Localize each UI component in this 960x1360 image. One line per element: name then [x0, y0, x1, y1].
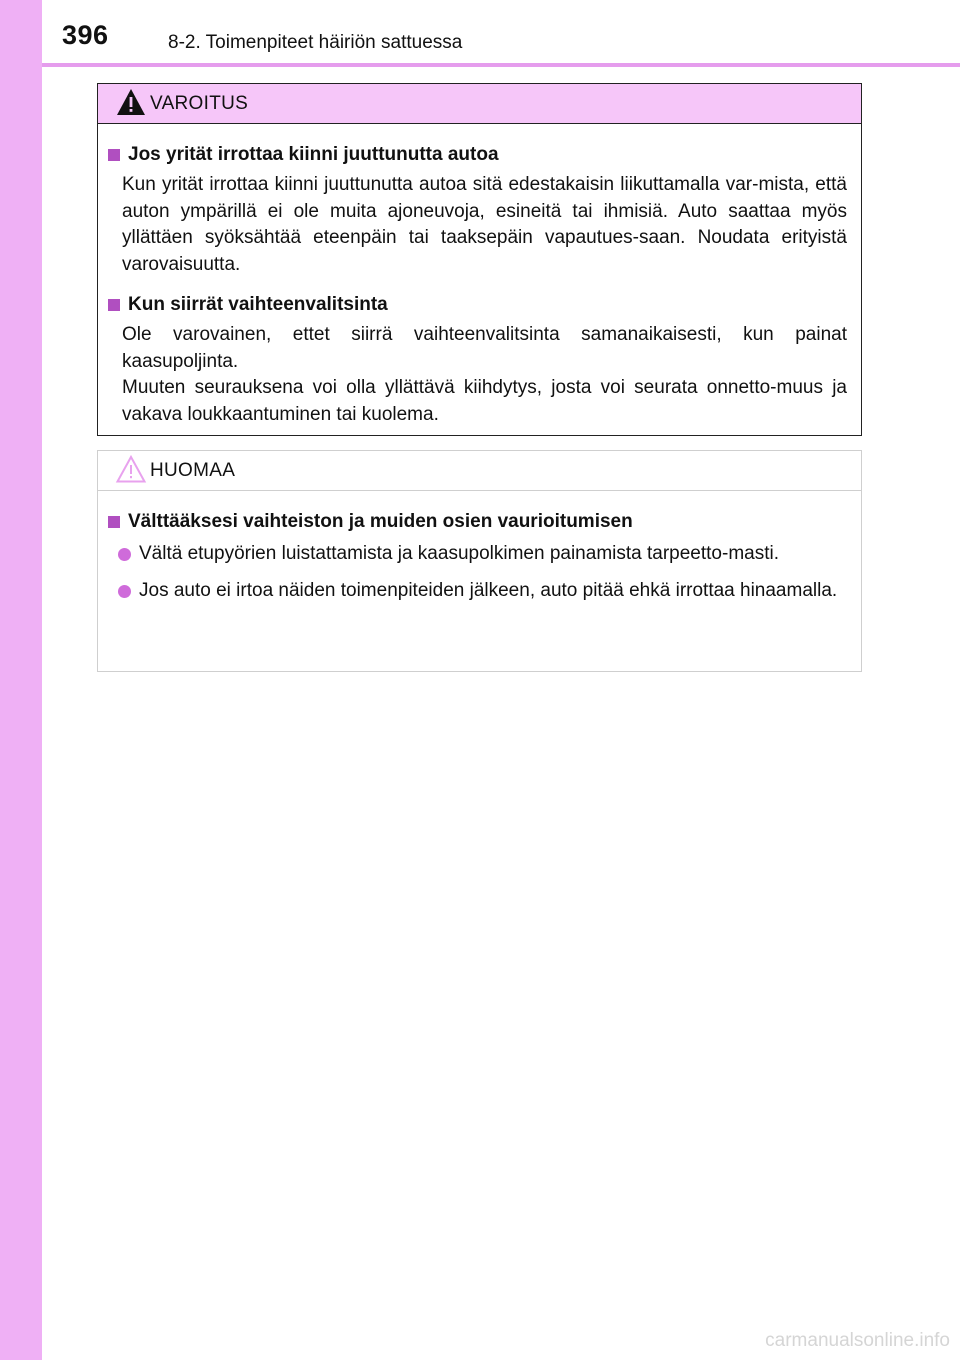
warning-triangle-icon — [115, 87, 147, 117]
list-item — [118, 578, 847, 605]
square-bullet-icon — [108, 149, 120, 161]
square-bullet-icon — [108, 299, 120, 311]
bullet-text: Jos auto ei irtoa näiden toimenpiteiden jälkeen, auto pitää ehkä irrottaa hinaamalla. — [139, 579, 838, 601]
warning-header — [98, 84, 861, 124]
notice-header — [98, 451, 861, 491]
heading-text: Jos yrität irrottaa kiinni juuttunutta autoa — [128, 144, 499, 165]
paragraph: Ole varovainen, ettet siirrä vaihteenvalitsinta samanaikaisesti, kun painat kaasupoljinta. — [122, 324, 847, 372]
warning-item-heading — [108, 142, 847, 168]
notice-heading — [108, 509, 847, 535]
page-number: 396 — [62, 20, 109, 50]
notice-box — [97, 450, 862, 672]
round-bullet-icon — [118, 548, 131, 561]
paragraph: Muuten seurauksena voi olla yllättävä kiihdytys, josta voi seurata onnetto-muus ja vakava loukkaantuminen tai kuolema. — [122, 377, 847, 425]
caution-outline-triangle-icon — [115, 454, 147, 484]
notice-title: HUOMAA — [150, 460, 236, 481]
square-bullet-icon — [108, 516, 120, 528]
heading-text: Välttääksesi vaihteiston ja muiden osien vaurioitumisen — [128, 511, 633, 532]
header-rule — [42, 63, 960, 67]
notice-body — [98, 491, 861, 604]
watermark: carmanualsonline.info — [765, 1330, 950, 1351]
heading-text: Kun siirrät vaihteenvalitsinta — [128, 294, 388, 315]
warning-body — [98, 124, 861, 428]
side-color-strip — [0, 0, 42, 1360]
section-title: 8-2. Toimenpiteet häiriön sattuessa — [168, 32, 463, 53]
bullet-text: Vältä etupyörien luistattamista ja kaasupolkimen painamista tarpeetto-masti. — [139, 543, 779, 564]
warning-item — [108, 292, 847, 428]
paragraph: Kun yrität irrottaa kiinni juuttunutta autoa sitä edestakaisin liikuttamalla var-mista, että auton ympärillä ei ole muita ajoneuvoja, esineitä tai ihmisiä. Auto saattaa myös yllättäen syöksähtää eteenpäin tai taaksepäin vapautues-saan. Noudata erityistä varovaisuutta. — [122, 174, 847, 275]
list-item — [118, 541, 847, 568]
warning-item — [108, 142, 847, 278]
warning-box — [97, 83, 862, 436]
warning-item-heading — [108, 292, 847, 318]
warning-title: VAROITUS — [150, 93, 249, 114]
round-bullet-icon — [118, 585, 131, 598]
